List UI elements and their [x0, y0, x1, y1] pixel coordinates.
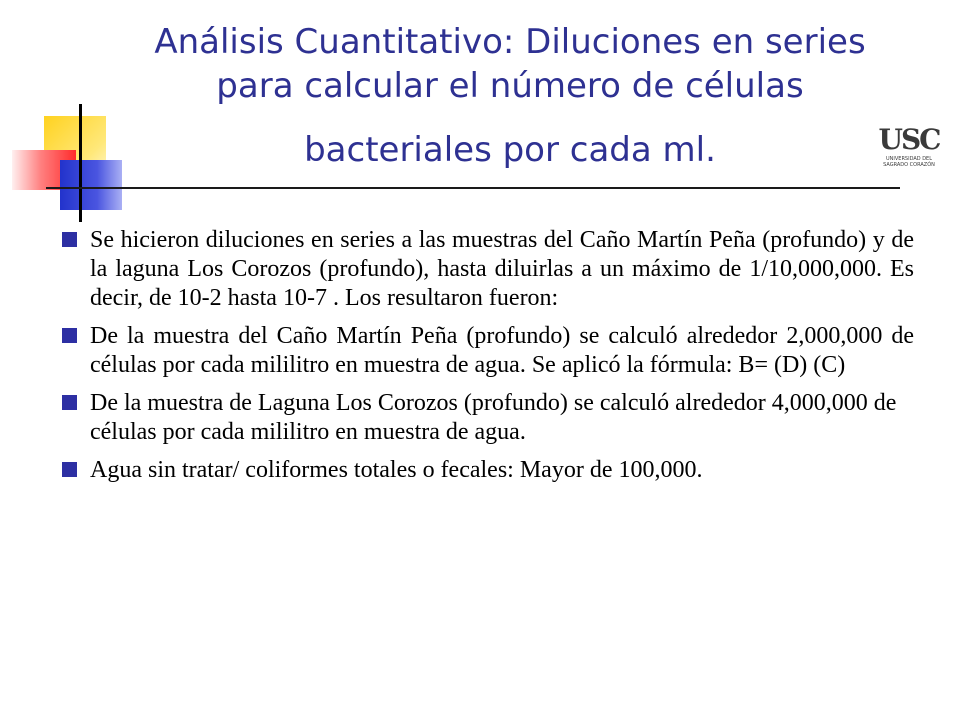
logo-text-line-2: SAGRADO CORAZÓN	[883, 162, 935, 168]
bullet-list	[62, 226, 914, 494]
decor-vertical-line	[79, 104, 82, 222]
square-bullet-icon	[62, 232, 77, 247]
usc-logo	[878, 124, 940, 182]
slide-title	[100, 20, 920, 172]
title-line-1: Análisis Cuantitativo: Diluciones en series	[154, 22, 866, 62]
bullet-item	[62, 322, 914, 380]
square-bullet-icon	[62, 395, 77, 410]
square-bullet-icon	[62, 328, 77, 343]
bullet-text: Se hicieron diluciones en series a las muestras del Caño Martín Peña (profundo) y de la laguna Los Corozos (profundo), hasta diluirlas a un máximo de 1/10,000,000. Es decir, de 10-2 hasta 10-7 . Los resultaron fueron:	[90, 227, 914, 311]
logo-text-line-1: UNIVERSIDAD DEL	[886, 156, 932, 162]
bullet-text: Agua sin tratar/ coliformes totales o fecales: Mayor de 100,000.	[90, 457, 703, 483]
title-line-2: para calcular el número de células	[216, 66, 804, 106]
bullet-item	[62, 389, 914, 447]
title-underline	[46, 187, 900, 189]
bullet-text: De la muestra de Laguna Los Corozos (profundo) se calculó alrededor 4,000,000 de células por cada mililitro en muestra de agua.	[90, 390, 897, 445]
bullet-text: De la muestra del Caño Martín Peña (profundo) se calculó alrededor 2,000,000 de células por cada mililitro en muestra de agua. Se aplicó la fórmula: B= (D) (C)	[90, 323, 914, 378]
logo-mark: USC	[878, 123, 940, 156]
square-bullet-icon	[62, 462, 77, 477]
bullet-item	[62, 456, 914, 485]
bullet-item	[62, 226, 914, 313]
title-line-3: bacteriales por cada ml.	[304, 130, 716, 170]
